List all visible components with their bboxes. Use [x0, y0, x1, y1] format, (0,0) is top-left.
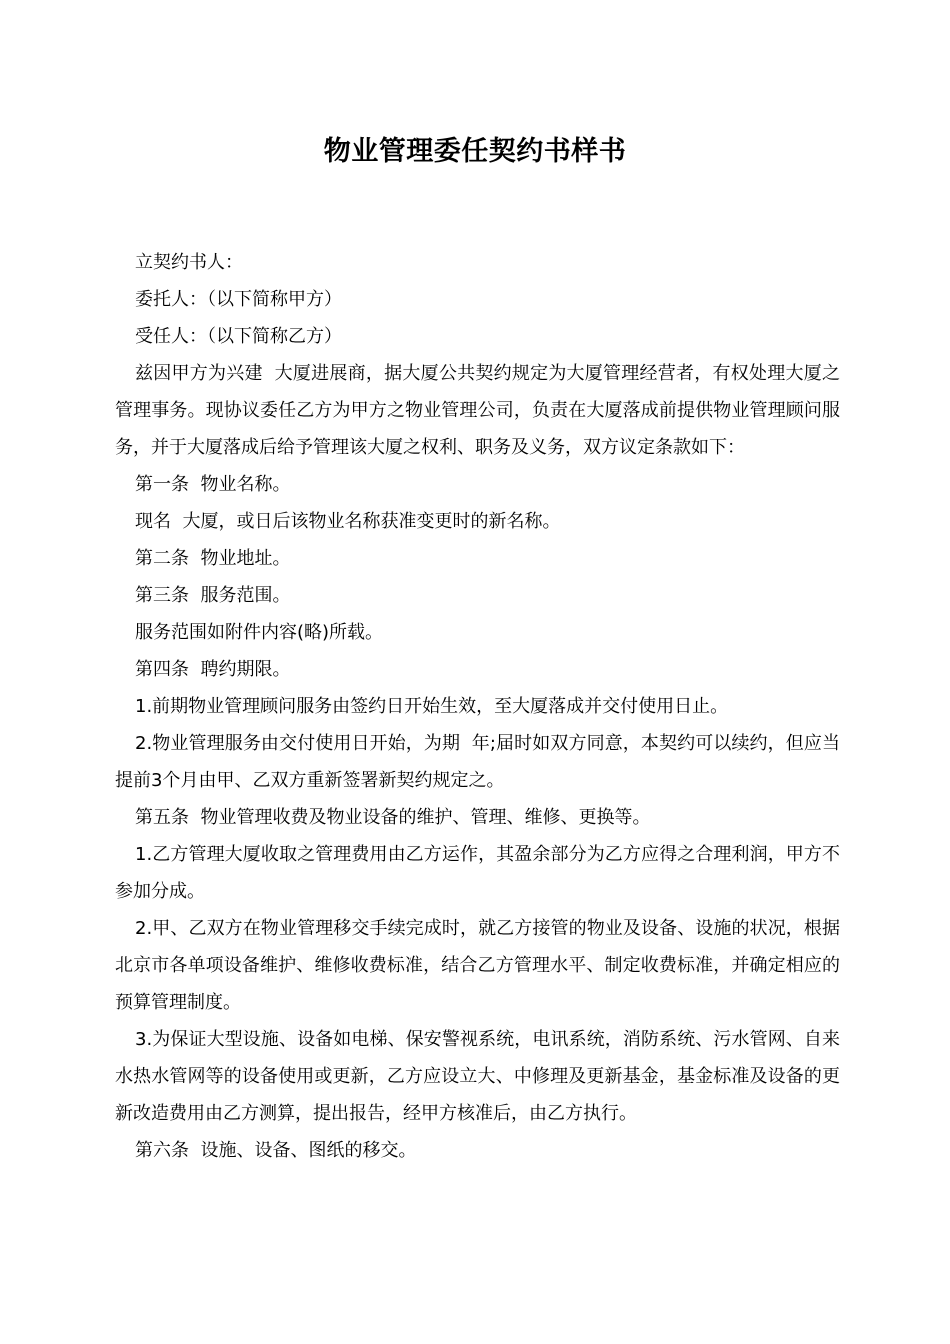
article-5-heading: 第五条 物业管理收费及物业设备的维护、管理、维修、更换等。 — [135, 807, 651, 828]
article-4-item-1: 1.前期物业管理顾问服务由签约日开始生效，至大厦落成并交付使用日止。 — [135, 696, 729, 717]
article-6-heading: 第六条 设施、设备、图纸的移交。 — [135, 1140, 417, 1161]
article-5-item-1: 1.乙方管理大厦收取之管理费用由乙方运作，其盈余部分为乙方应得之合理利润，甲方不参加分成。 — [115, 844, 840, 902]
paragraph-preamble: 兹因甲方为兴建 大厦进展商，据大厦公共契约规定为大厦管理经营者，有权处理大厦之管理事务。现协议委任乙方为甲方之物业管理公司，负责在大厦落成前提供物业管理顾问服务，并于大厦落成后给予管理该大厦之权利、职务及义务，双方议定条款如下： — [115, 363, 840, 458]
paragraph-client: 委托人：（以下简称甲方） — [135, 289, 342, 310]
article-3-text: 服务范围如附件内容(略)所载。 — [135, 622, 384, 643]
paragraph-parties: 立契约书人： — [135, 252, 243, 273]
article-1-text: 现名 大厦，或日后该物业名称获准变更时的新名称。 — [135, 511, 561, 532]
article-5-item-2: 2.甲、乙双方在物业管理移交手续完成时，就乙方接管的物业及设备、设施的状况，根据北京市各单项设备维护、维修收费标准，结合乙方管理水平、制定收费标准，并确定相应的预算管理制度。 — [115, 918, 840, 1013]
article-1-heading: 第一条 物业名称。 — [135, 474, 291, 495]
article-4-heading: 第四条 聘约期限。 — [135, 659, 291, 680]
document-title: 物业管理委任契约书样书 — [323, 136, 627, 167]
document-body — [115, 244, 840, 1169]
article-5-item-3: 3.为保证大型设施、设备如电梯、保安警视系统，电讯系统，消防系统、污水管网、自来水热水管网等的设备使用或更新，乙方应设立大、中修理及更新基金，基金标准及设备的更新改造费用由乙方测算，提出报告，经甲方核准后，由乙方执行。 — [115, 1029, 840, 1124]
article-3-heading: 第三条 服务范围。 — [135, 585, 291, 606]
article-2-heading: 第二条 物业地址。 — [135, 548, 291, 569]
paragraph-contractor: 受任人：（以下简称乙方） — [135, 326, 342, 347]
article-4-item-2: 2.物业管理服务由交付使用日开始，为期 年;届时如双方同意，本契约可以续约，但应当提前3个月由甲、乙双方重新签署新契约规定之。 — [115, 733, 840, 791]
